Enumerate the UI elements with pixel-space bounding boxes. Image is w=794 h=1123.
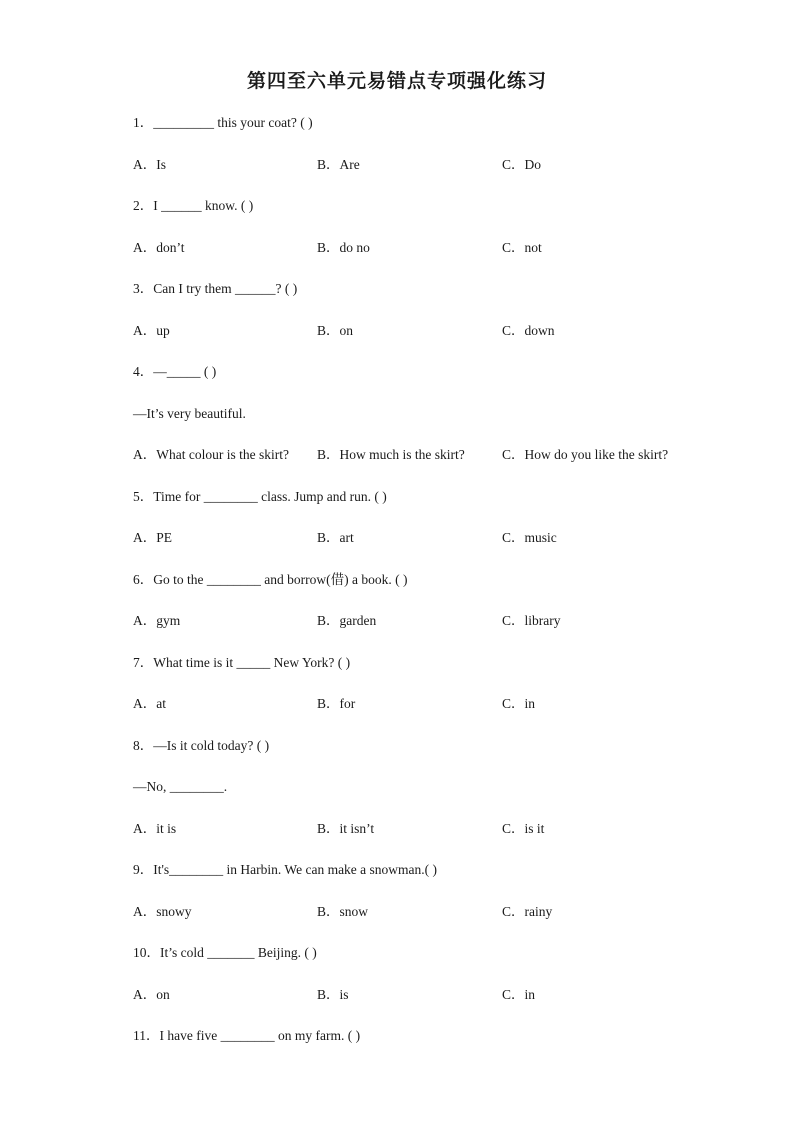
answer-option-a: A．What colour is the skirt?	[133, 447, 289, 462]
answer-option-a: A．at	[133, 696, 166, 711]
answer-option-b: B．Are	[317, 157, 360, 172]
answer-option-c: C．music	[502, 530, 557, 545]
page-title: 第四至六单元易错点专项强化练习	[246, 70, 547, 92]
answer-option-b: B．snow	[317, 904, 369, 919]
answer-option-a: A．snowy	[133, 904, 192, 919]
answer-option-c: C．in	[502, 987, 536, 1002]
question-stem: 5．Time for ________ class. Jump and run. ( )	[133, 489, 387, 504]
answer-option-a: A．don’t	[133, 240, 185, 255]
answer-option-b: B．How much is the skirt?	[317, 447, 465, 462]
answer-option-b: B．for	[317, 696, 356, 711]
answer-option-c: C．Do	[502, 157, 542, 172]
answer-option-c: C．library	[502, 613, 561, 628]
question-stem: 8．—Is it cold today? ( )	[133, 738, 270, 753]
question-stem: 9．It's________ in Harbin. We can make a snowman.( )	[133, 862, 438, 877]
answer-option-b: B．on	[317, 323, 354, 338]
answer-option-c: C．rainy	[502, 904, 553, 919]
answer-option-a: A．PE	[133, 530, 173, 545]
answer-option-c: C．in	[502, 696, 536, 711]
question-stem: 2．I ______ know. ( )	[133, 198, 254, 213]
answer-option-a: A．gym	[133, 613, 181, 628]
answer-option-a: A．on	[133, 987, 170, 1002]
answer-option-a: A．up	[133, 323, 170, 338]
answer-option-c: C．not	[502, 240, 542, 255]
answer-option-c: C．How do you like the skirt?	[502, 447, 669, 462]
dialogue-reply: —It’s very beautiful.	[133, 406, 246, 421]
answer-option-b: B．garden	[317, 613, 377, 628]
question-stem: 11．I have five ________ on my farm. ( )	[133, 1028, 361, 1043]
dialogue-reply: —No, ________.	[133, 779, 228, 794]
question-stem: 6．Go to the ________ and borrow(借) a book. ( )	[133, 572, 408, 587]
question-stem: 4．—_____ ( )	[133, 364, 217, 379]
question-stem: 7．What time is it _____ New York? ( )	[133, 655, 351, 670]
answer-option-b: B．is	[317, 987, 349, 1002]
answer-option-a: A．it is	[133, 821, 177, 836]
question-stem: 1．_________ this your coat? ( )	[133, 115, 313, 130]
question-stem: 10．It’s cold _______ Beijing. ( )	[133, 945, 317, 960]
answer-option-a: A．Is	[133, 157, 166, 172]
answer-option-c: C．is it	[502, 821, 545, 836]
question-stem: 3．Can I try them ______? ( )	[133, 281, 298, 296]
answer-option-b: B．it isn’t	[317, 821, 375, 836]
answer-option-b: B．art	[317, 530, 354, 545]
answer-option-b: B．do no	[317, 240, 370, 255]
answer-option-c: C．down	[502, 323, 555, 338]
